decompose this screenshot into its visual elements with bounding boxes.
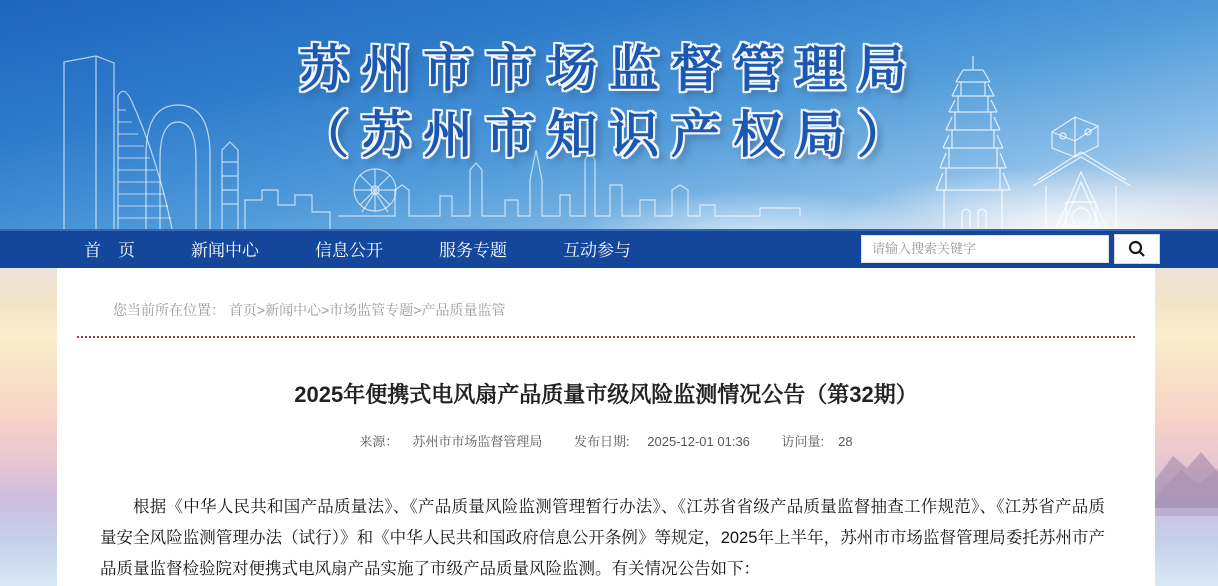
main-navbar [0,229,1218,268]
nav-menu [84,236,687,261]
breadcrumb-item-news[interactable]: 新闻中心 [265,302,322,318]
nav-item-interaction[interactable]: 互动参与 [563,241,631,260]
mountain-art [1155,268,1218,586]
site-title-line2: （苏州市知识产权局） [299,107,919,163]
search-icon [1127,239,1147,259]
search-area [861,234,1160,264]
meta-source-value: 苏州市市场监督管理局 [412,434,543,449]
meta-date-value: 2025-12-01 01:36 [647,434,750,449]
breadcrumb-separator: > [256,302,266,318]
meta-source [352,434,549,449]
meta-views [775,434,860,449]
article-body-paragraph: 根据《中华人民共和国产品质量法》、《产品质量风险监测管理暂行办法》、《江苏省省级产品质量监督抽查工作规范》、《江苏省产品质量安全风险监测管理办法（试行）》和《中华人民共和国政府信息公开条例》等规定，2025年上半年，苏州市市场监督管理局委托苏州市产品质量监督检验院对便携式电风扇产品实施了市级产品质量风险监测。有关情况公告如下： [100,498,1105,578]
breadcrumb-item-home[interactable]: 首页 [228,302,257,318]
meta-source-label: 来源： [359,434,399,449]
nav-item-info-disclosure[interactable]: 信息公开 [315,241,383,260]
article-meta [57,431,1155,450]
breadcrumb-separator: > [321,302,330,318]
site-title-line1: 苏州市市场监督管理局 [299,41,919,97]
header-banner [0,0,1218,229]
search-input[interactable] [861,235,1109,263]
breadcrumb-prefix: 您当前所在位置： [113,302,225,318]
content-panel [57,268,1155,586]
meta-date [567,434,757,449]
nav-item-news[interactable]: 新闻中心 [191,241,259,260]
breadcrumb-item-market-topics[interactable]: 市场监管专题 [329,302,414,318]
nav-item-service-topics[interactable]: 服务专题 [439,241,507,260]
meta-views-value: 28 [838,434,853,449]
breadcrumb [57,268,1155,320]
breadcrumb-item-product-quality[interactable]: 产品质量监管 [421,302,506,318]
meta-date-label: 发布日期: [574,434,630,449]
meta-views-label: 访问量: [781,434,825,449]
nav-item-home[interactable]: 首 页 [84,241,135,260]
site-title [0,36,1218,168]
search-button[interactable] [1114,234,1160,264]
breadcrumb-separator: > [413,302,422,318]
article-title: 2025年便携式电风扇产品质量市级风险监测情况公告（第32期） [294,382,918,407]
dotted-divider [77,336,1135,338]
